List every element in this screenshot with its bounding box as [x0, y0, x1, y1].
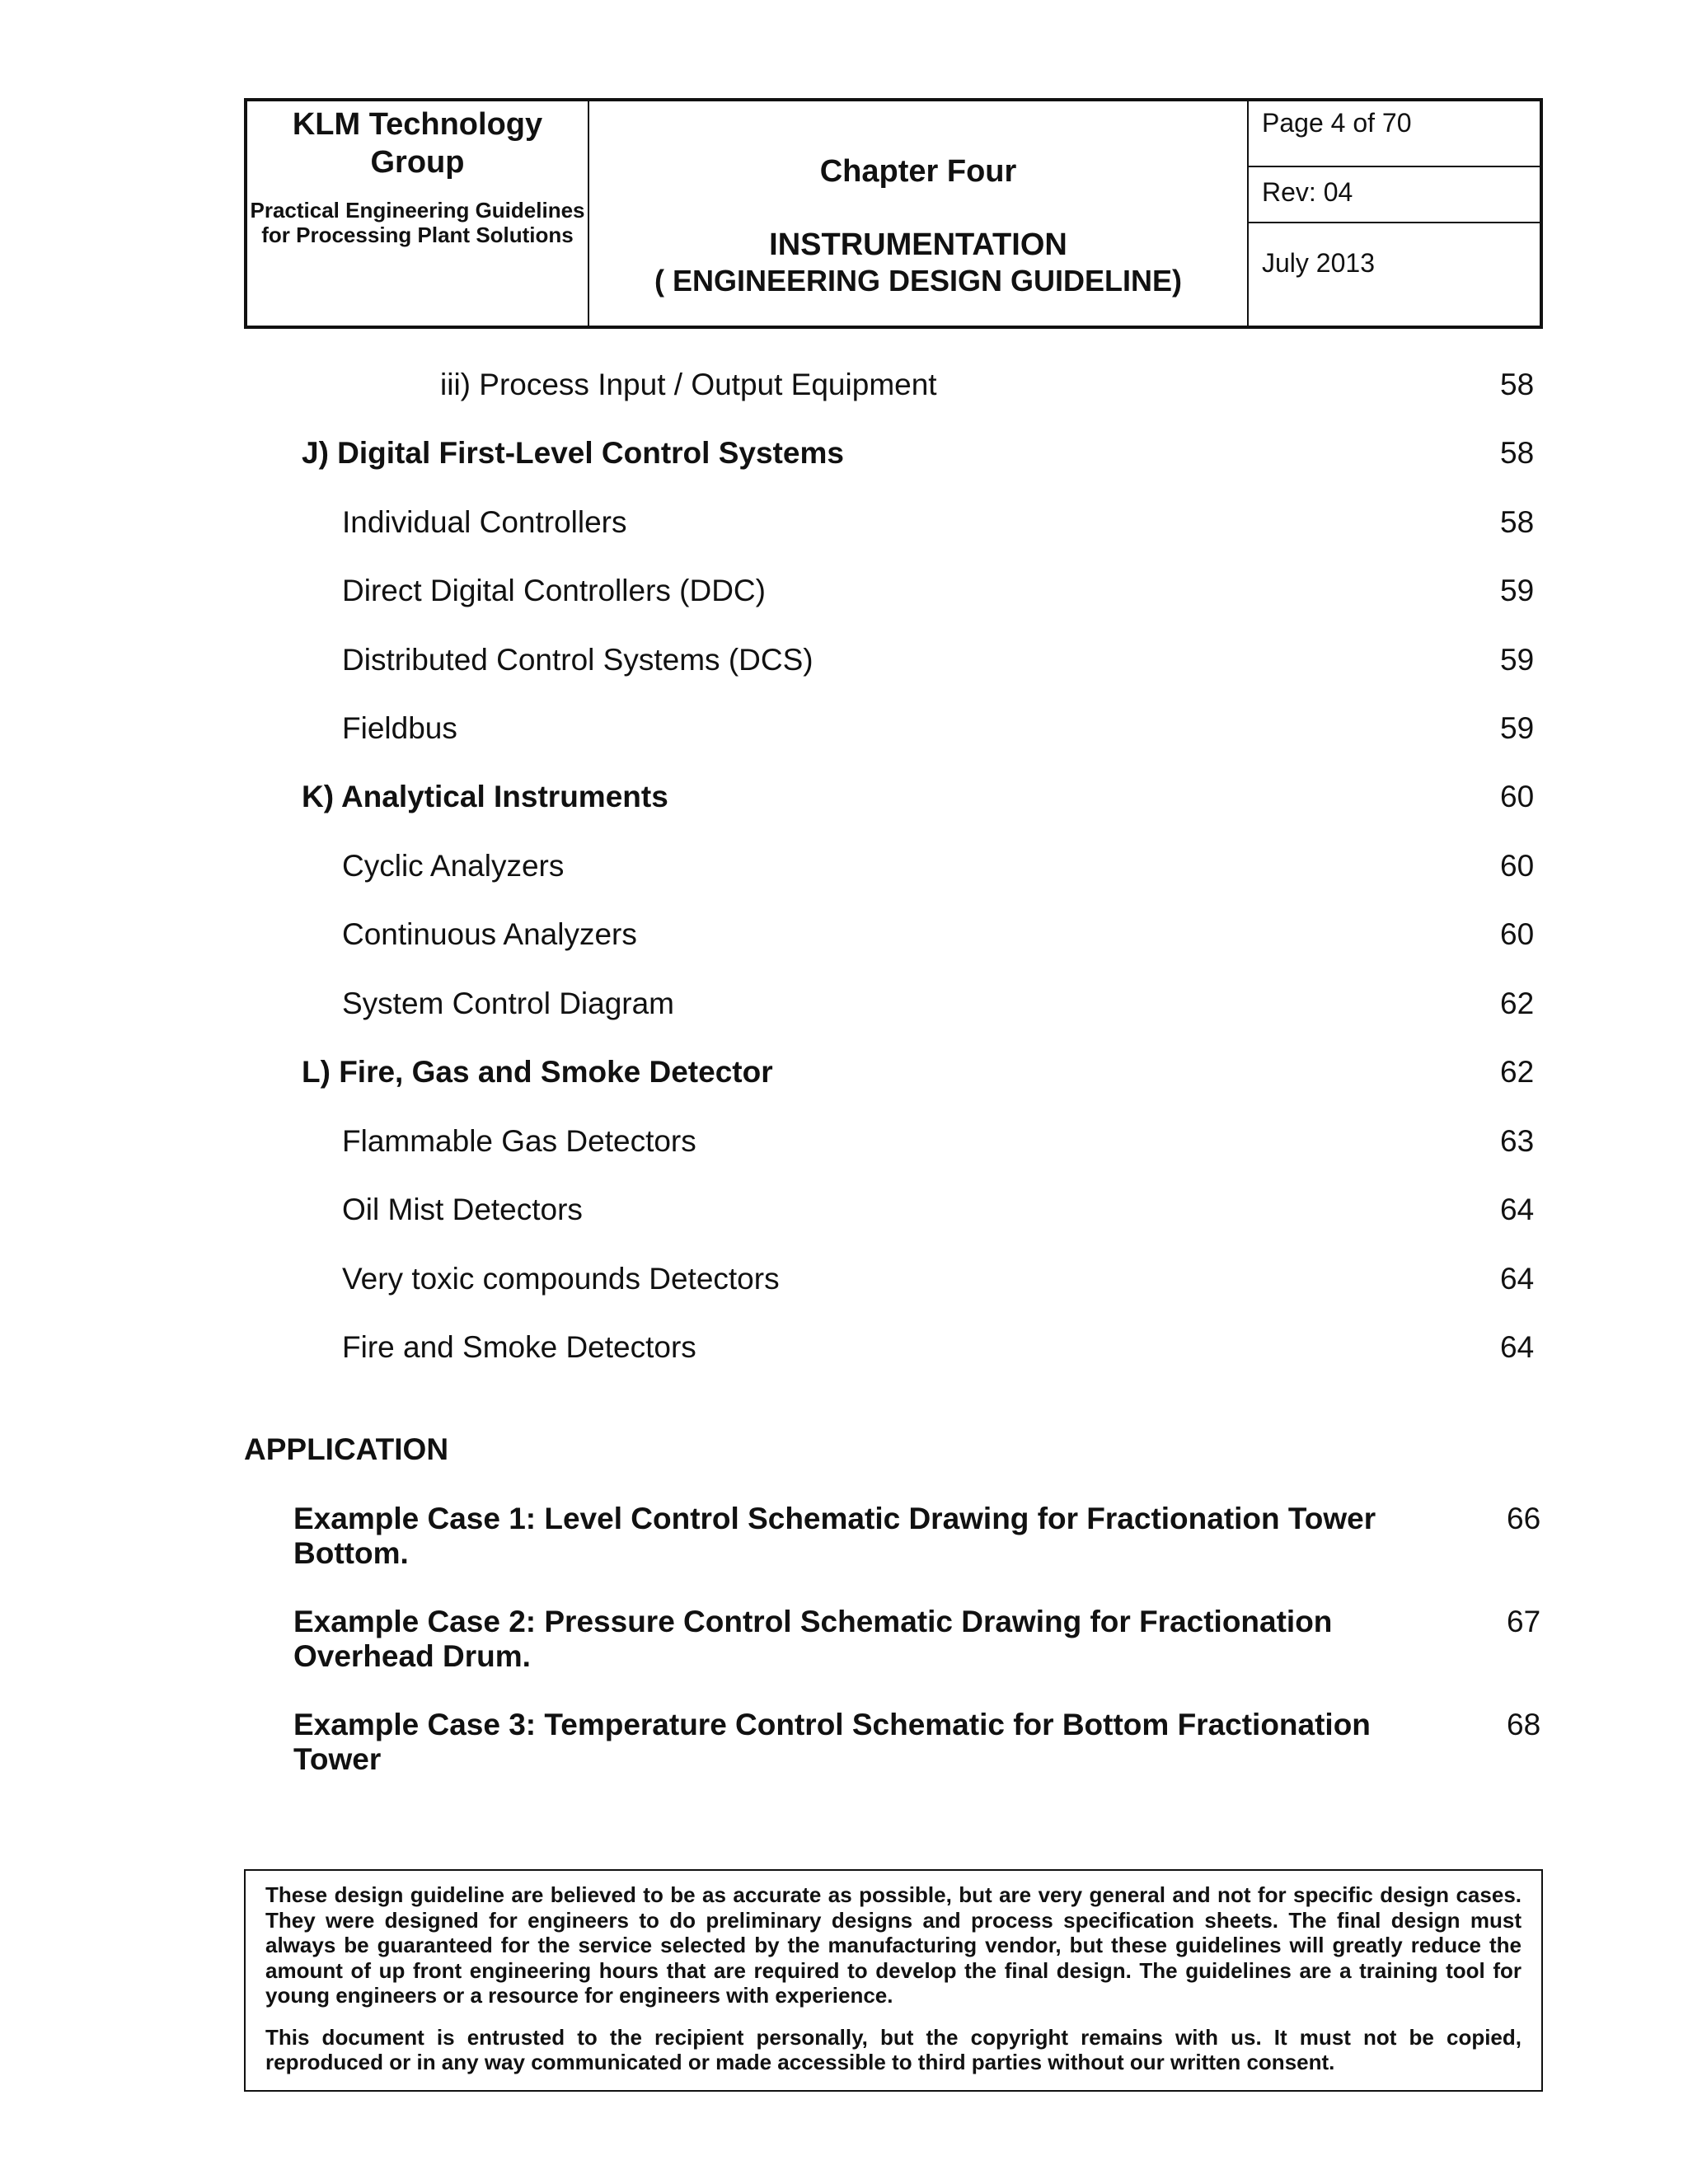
toc-page: 59 — [1500, 643, 1535, 677]
example-case-page: 68 — [1507, 1708, 1541, 1741]
toc-title: iii) Process Input / Output Equipment — [440, 368, 937, 401]
toc-page: 60 — [1500, 780, 1535, 813]
toc-title: L) Fire, Gas and Smoke Detector — [302, 1055, 773, 1089]
toc-title: J) Digital First-Level Control Systems — [302, 436, 844, 470]
example-case-title: Example Case 3: Temperature Control Schematic for Bottom Fractionation Tower — [293, 1708, 1371, 1776]
toc-page: 64 — [1500, 1193, 1535, 1226]
toc-title: Direct Digital Controllers (DDC) — [342, 574, 766, 607]
revision: Rev: 04 — [1249, 167, 1540, 223]
subject-subtitle: ( ENGINEERING DESIGN GUIDELINE) — [654, 264, 1183, 298]
application-heading: APPLICATION — [244, 1432, 449, 1466]
company-tagline: Practical Engineering Guidelines for Processing Plant Solutions — [250, 198, 585, 247]
toc-page: 60 — [1500, 917, 1535, 951]
toc-page: 59 — [1500, 711, 1535, 745]
issue-date: July 2013 — [1262, 248, 1375, 278]
example-case-title: Example Case 1: Level Control Schematic Drawing for Fractionation Tower Bottom. — [293, 1502, 1376, 1570]
subject-title: INSTRUMENTATION — [769, 227, 1067, 262]
meta-cell — [1249, 101, 1540, 326]
chapter-title: Chapter Four — [819, 154, 1017, 189]
toc-title: Fieldbus — [342, 711, 457, 745]
toc-title: Flammable Gas Detectors — [342, 1124, 696, 1158]
toc-title: K) Analytical Instruments — [302, 780, 668, 813]
toc-title: Very toxic compounds Detectors — [342, 1262, 780, 1296]
toc-page: 58 — [1500, 368, 1535, 401]
toc-page: 58 — [1500, 505, 1535, 539]
toc-page: 64 — [1500, 1330, 1535, 1364]
toc-page: 62 — [1500, 987, 1535, 1020]
company-name: KLM Technology Group — [292, 107, 543, 180]
toc-title: Oil Mist Detectors — [342, 1193, 583, 1226]
title-cell — [589, 101, 1249, 326]
example-case-page: 66 — [1507, 1502, 1541, 1535]
company-cell — [247, 101, 589, 326]
toc-page: 58 — [1500, 436, 1535, 470]
toc-page: 59 — [1500, 574, 1535, 607]
example-case-title: Example Case 2: Pressure Control Schematic Drawing for Fractionation Overhead Drum. — [293, 1605, 1333, 1673]
toc-title: Fire and Smoke Detectors — [342, 1330, 696, 1364]
disclaimer-paragraph: These design guideline are believed to be as accurate as possible, but are very general and not for specific design cases. They were designed for engineers to do preliminary designs and process specification sheets. The final design must always be guaranteed for the service selected by the manufacturing vendor, but these guidelines will greatly reduce the amount of up front engineering hours that are required to develop the final design. The guidelines are a training tool for young engineers or a resource for engineers with experience. — [265, 1882, 1522, 2008]
toc-title: Individual Controllers — [342, 505, 627, 539]
toc-page: 60 — [1500, 849, 1535, 883]
toc-page: 62 — [1500, 1055, 1535, 1089]
toc-title: System Control Diagram — [342, 987, 675, 1020]
toc-page: 64 — [1500, 1262, 1535, 1296]
copyright-paragraph: This document is entrusted to the recipient personally, but the copyright remains with us. It must not be copied, reproduced or in any way communicated or made accessible to third parties without our written consent. — [265, 2024, 1522, 2074]
disclaimer-box — [244, 1869, 1543, 2092]
document-header — [244, 98, 1543, 329]
toc-page: 63 — [1500, 1124, 1535, 1158]
toc-title: Continuous Analyzers — [342, 917, 637, 951]
toc-title: Cyclic Analyzers — [342, 849, 565, 883]
toc-title: Distributed Control Systems (DCS) — [342, 643, 814, 677]
page-number: Page 4 of 70 — [1249, 101, 1540, 167]
example-case-page: 67 — [1507, 1605, 1541, 1638]
